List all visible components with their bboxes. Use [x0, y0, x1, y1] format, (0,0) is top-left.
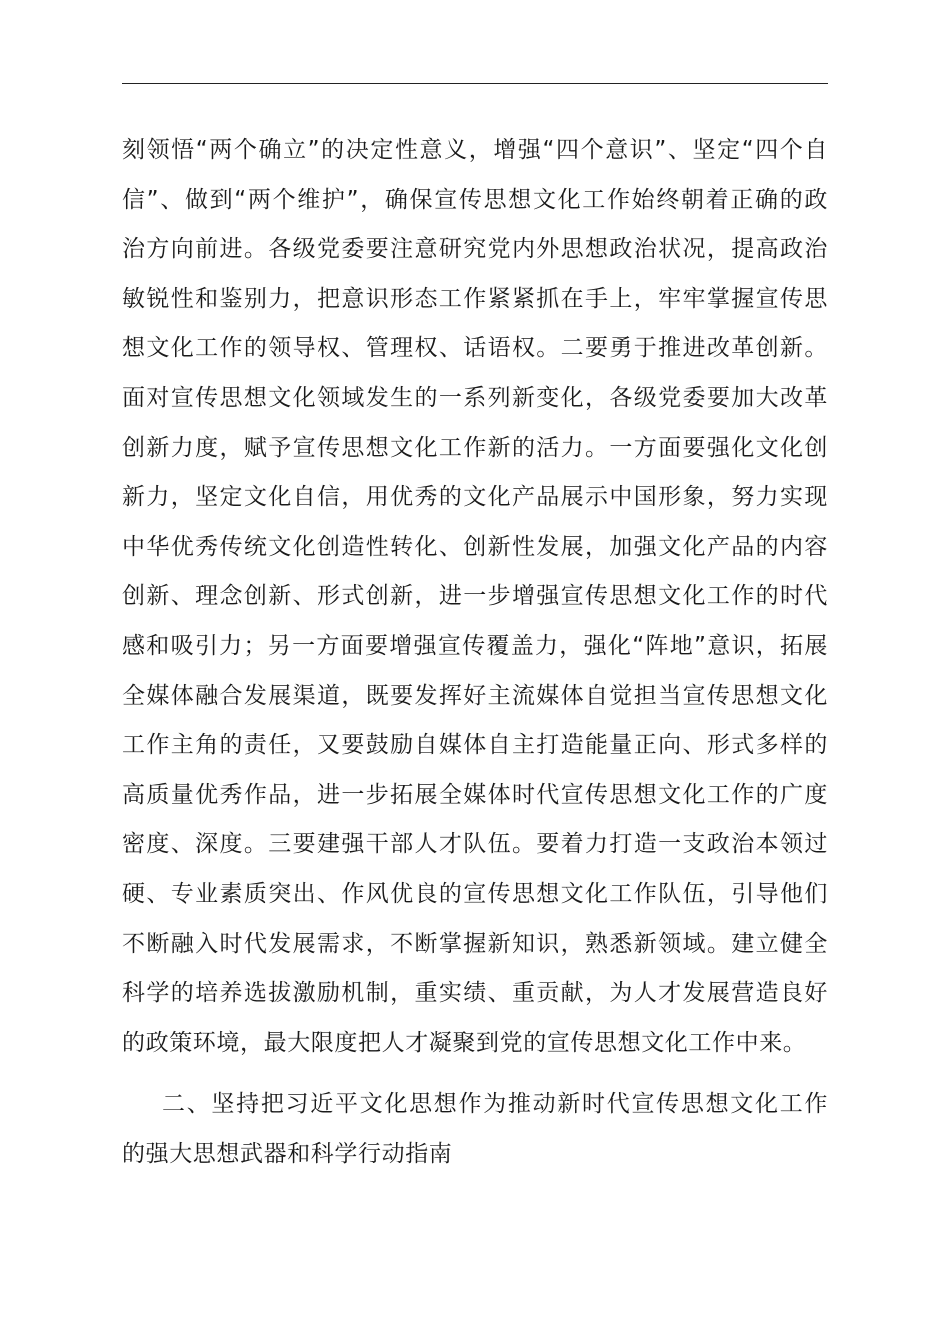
- paragraph-line: 创新、理念创新、形式创新，进一步增强宣传思想文化工作的时代: [122, 583, 828, 610]
- paragraph-line: 硬、专业素质突出、作风优良的宣传思想文化工作队伍，引导他们: [122, 880, 828, 907]
- section-heading: [122, 1080, 828, 1179]
- paragraph-line: 中华优秀传统文化创造性转化、创新性发展，加强文化产品的内容: [122, 533, 828, 560]
- paragraph-line: 的政策环境，最大限度把人才凝聚到党的宣传思想文化工作中来。: [122, 1029, 807, 1056]
- paragraph-line: 面对宣传思想文化领域发生的一系列新变化，各级党委要加大改革: [122, 384, 828, 411]
- paragraph-line: 不断融入时代发展需求，不断掌握新知识，熟悉新领域。建立健全: [122, 930, 828, 957]
- paragraph-line: 创新力度，赋予宣传思想文化工作新的活力。一方面要强化文化创: [122, 434, 828, 461]
- paragraph-line: 信”、做到“两个维护”，确保宣传思想文化工作始终朝着正确的政: [122, 186, 828, 213]
- heading-line: 二、坚持把习近平文化思想作为推动新时代宣传思想文化工作: [162, 1091, 828, 1117]
- paragraph-line: 敏锐性和鉴别力，把意识形态工作紧紧抓在手上，牢牢掌握宣传思: [122, 285, 828, 312]
- paragraph-line: 想文化工作的领导权、管理权、话语权。二要勇于推进改革创新。: [122, 335, 828, 362]
- heading-line: 的强大思想武器和科学行动指南: [122, 1140, 453, 1167]
- paragraph-line: 高质量优秀作品，进一步拓展全媒体时代宣传思想文化工作的广度: [122, 781, 828, 808]
- paragraph-line: 全媒体融合发展渠道，既要发挥好主流媒体自觉担当宣传思想文化: [122, 682, 828, 709]
- paragraph-line: 密度、深度。三要建强干部人才队伍。要着力打造一支政治本领过: [122, 831, 828, 858]
- paragraph-line: 治方向前进。各级党委要注意研究党内外思想政治状况，提高政治: [122, 236, 828, 263]
- header-rule: [122, 83, 828, 84]
- paragraph-line: 工作主角的责任，又要鼓励自媒体自主打造能量正向、形式多样的: [122, 732, 828, 759]
- paragraph-line: 科学的培养选拔激励机制，重实绩、重贡献，为人才发展营造良好: [122, 980, 828, 1007]
- paragraph-line: 新力，坚定文化自信，用优秀的文化产品展示中国形象，努力实现: [122, 484, 828, 511]
- body-paragraph: [122, 126, 828, 1068]
- paragraph-line: 感和吸引力；另一方面要增强宣传覆盖力，强化“阵地”意识，拓展: [122, 632, 828, 659]
- paragraph-line: 刻领悟“两个确立”的决定性意义，增强“四个意识”、坚定“四个自: [122, 137, 828, 163]
